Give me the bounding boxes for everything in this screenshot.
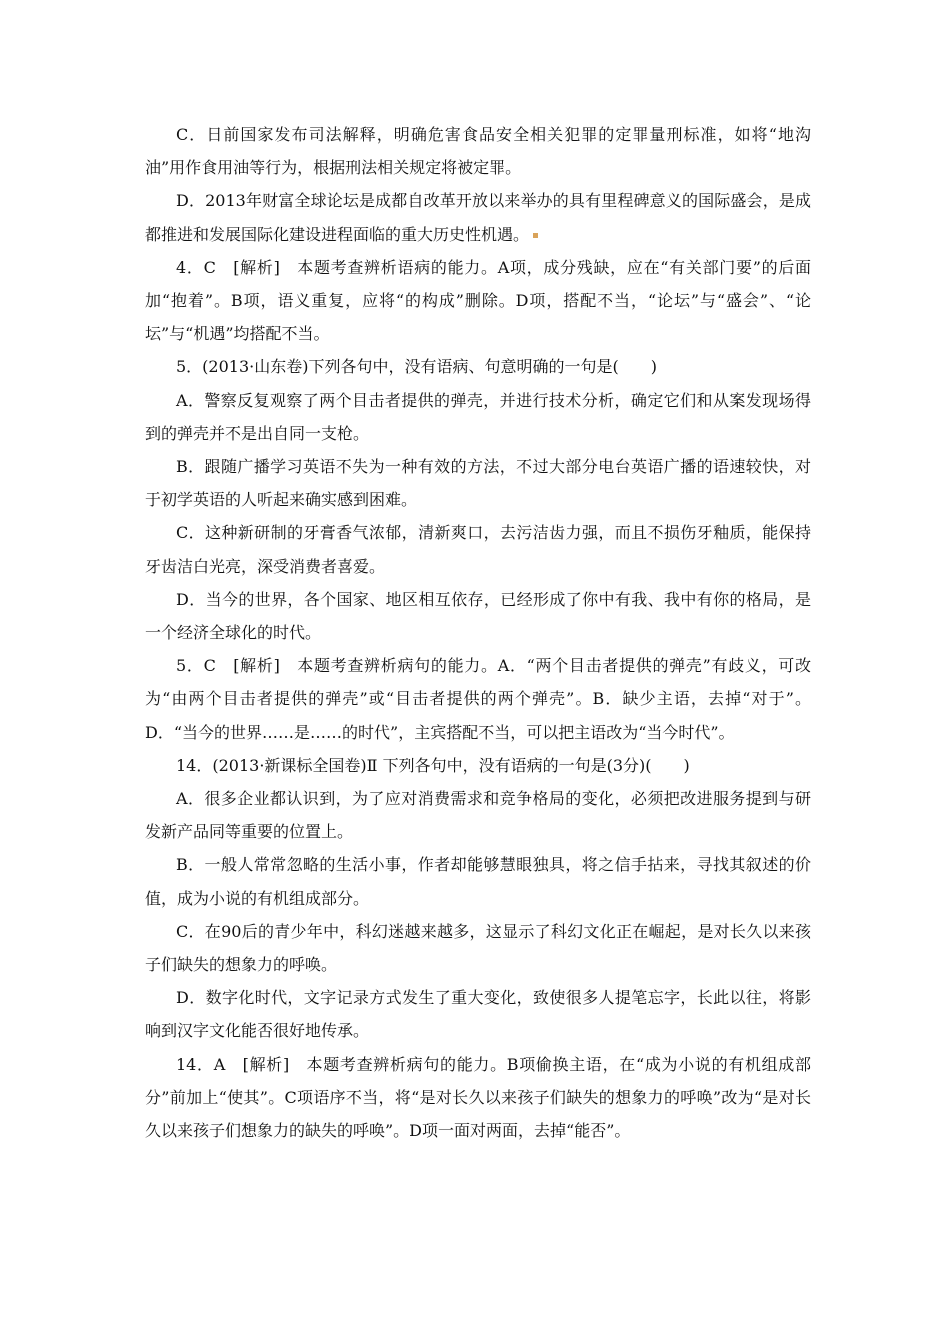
paragraph-text: 14．A [解析] 本题考查辨析病句的能力。B项偷换主语，在“成为小说的有机组成部分”前加上“使其”。C项语序不当，将“是对长久以来孩子们缺失的想象力的呼唤”改为“是对长久以来孩子们想象力的缺失的呼唤”。D项一面对两面，去掉“能否”。 [145,1054,811,1141]
paragraph-q5-option-c [145,516,811,582]
paragraph-text: B．跟随广播学习英语不失为一种有效的方法，不过大部分电台英语广播的语速较快，对于初学英语的人听起来确实感到困难。 [145,457,811,510]
document-body [145,118,811,1147]
paragraph-answer-5 [145,649,811,749]
paragraph-option-d-fortune-forum [145,184,811,250]
paragraph-q5-option-d [145,583,811,649]
paragraph-option-c-food-safety [145,118,811,184]
paragraph-text: B．一般人常常忽略的生活小事，作者却能够慧眼独具，将之信手拈来，寻找其叙述的价值，成为小说的有机组成部分。 [145,855,811,908]
paragraph-text: 5．C [解析] 本题考查辨析病句的能力。A．“两个目击者提供的弹壳”有歧义，可改为“由两个目击者提供的弹壳”或“目击者提供的两个弹壳”。B．缺少主语，去掉“对于”。D．“当今的世界……是……的时代”，主宾搭配不当，可以把主语改为“当今时代”。 [145,656,811,742]
paragraph-text: C．在90后的青少年中，科幻迷越来越多，这显示了科幻文化正在崛起，是对长久以来孩子们缺失的想象力的呼唤。 [145,921,811,975]
paragraph-answer-4 [145,251,811,351]
paragraph-q14-option-a [145,782,811,848]
paragraph-q14-option-d [145,981,811,1047]
paragraph-text: 5．(2013·山东卷)下列各句中，没有语病、句意明确的一句是( ) [176,357,657,377]
paragraph-question-5 [145,350,811,383]
paragraph-q14-option-c [145,915,811,981]
mark-dot [533,233,538,238]
paragraph-text: A．很多企业都认识到，为了应对消费需求和竞争格局的变化，必须把改进服务提到与研发新产品同等重要的位置上。 [145,789,811,842]
paragraph-text: 14．(2013·新课标全国卷)Ⅱ 下列各句中，没有语病的一句是(3分)( ) [176,755,690,775]
paragraph-question-14 [145,749,811,782]
paragraph-answer-14 [145,1048,811,1148]
paragraph-q14-option-b [145,848,811,914]
paragraph-q5-option-b [145,450,811,516]
paragraph-text: C．这种新研制的牙膏香气浓郁，清新爽口，去污洁齿力强，而且不损伤牙釉质，能保持牙齿洁白光亮，深受消费者喜爱。 [145,523,811,576]
paragraph-text: A．警察反复观察了两个目击者提供的弹壳，并进行技术分析，确定它们和从案发现场得到的弹壳并不是出自同一支枪。 [145,390,811,443]
paragraph-q5-option-a [145,384,811,450]
paragraph-text: D．当今的世界，各个国家、地区相互依存，已经形成了你中有我、我中有你的格局，是一个经济全球化的时代。 [145,589,811,643]
paragraph-text: D．数字化时代，文字记录方式发生了重大变化，致使很多人提笔忘字，长此以往，将影响到汉字文化能否很好地传承。 [145,988,811,1041]
paragraph-text: 4．C [解析] 本题考查辨析语病的能力。A项，成分残缺，应在“有关部门要”的后面加“抱着”。B项，语义重复，应将“的构成”删除。D项，搭配不当，“论坛”与“盛会”、“论坛”与“机遇”均搭配不当。 [145,257,811,344]
paragraph-text: D．2013年财富全球论坛是成都自改革开放以来举办的具有里程碑意义的国际盛会，是成都推进和发展国际化建设进程面临的重大历史性机遇。 [145,191,811,244]
paragraph-text: C．日前国家发布司法解释，明确危害食品安全相关犯罪的定罪量刑标准，如将“地沟油”用作食用油等行为，根据刑法相关规定将被定罪。 [145,125,811,178]
